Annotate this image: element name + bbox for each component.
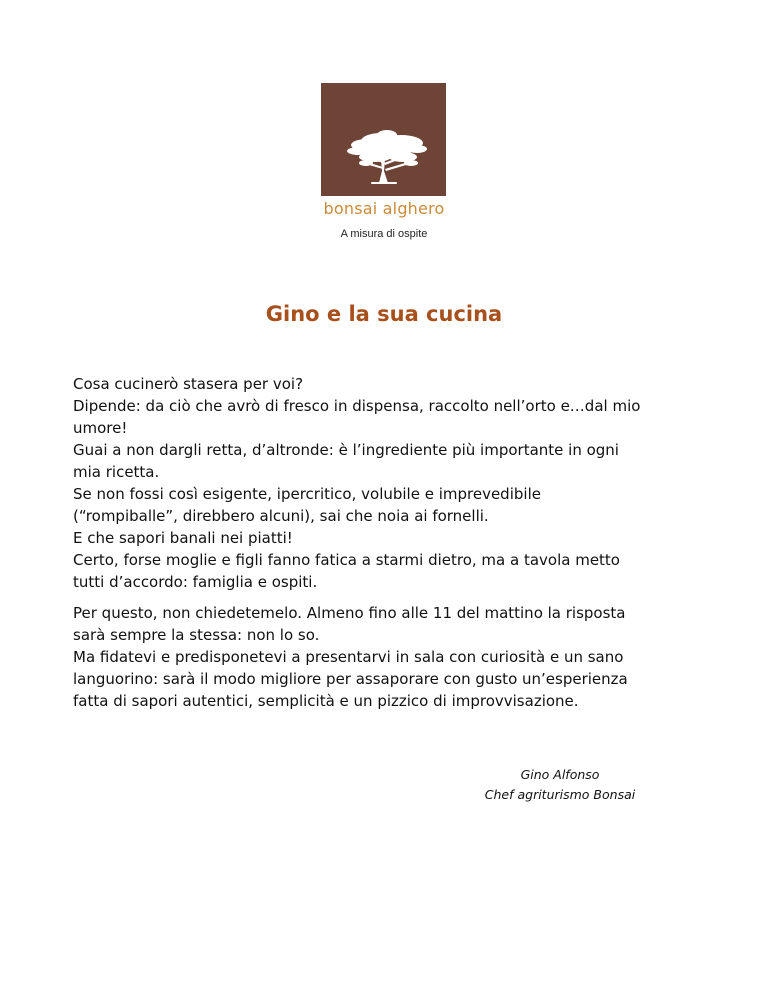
text-line: languorino: sarà il modo migliore per assaporare con gusto un’esperienza	[73, 670, 628, 688]
page-title: Gino e la sua cucina	[265, 302, 503, 326]
paragraph	[73, 373, 713, 593]
tree-icon	[321, 83, 446, 196]
brand-name: bonsai alghero	[323, 199, 445, 218]
text-line: Guai a non dargli retta, d’altronde: è l’ingrediente più importante in ogni	[73, 441, 619, 459]
logo	[321, 83, 446, 196]
text-line: Se non fossi così esigente, ipercritico, volubile e imprevedibile	[73, 485, 541, 503]
text-line: (“rompiballe”, direbbero alcuni), sai che noia ai fornelli.	[73, 507, 489, 525]
text-line: Certo, forse moglie e figli fanno fatica a starmi dietro, ma a tavola metto	[73, 551, 620, 569]
signature	[440, 765, 680, 805]
text-line: Cosa cucinerò stasera per voi?	[73, 375, 304, 393]
text-line: E che sapori banali nei piatti!	[73, 529, 293, 547]
text-line: Ma fidatevi e predisponetevi a presentarvi in sala con curiosità e un sano	[73, 648, 624, 666]
text-line: sarà sempre la stessa: non lo so.	[73, 626, 320, 644]
brand-tagline: A misura di ospite	[340, 228, 428, 240]
signature-role: Chef agriturismo Bonsai	[484, 787, 636, 802]
text-line: fatta di sapori autentici, semplicità e un pizzico di improvvisazione.	[73, 692, 579, 710]
text-line: mia ricetta.	[73, 463, 160, 481]
text-line: umore!	[73, 419, 128, 437]
paragraph	[73, 602, 713, 712]
signature-name: Gino Alfonso	[520, 767, 600, 782]
body-text	[73, 373, 713, 712]
text-line: tutti d’accordo: famiglia e ospiti.	[73, 573, 318, 591]
text-line: Per questo, non chiedetemelo. Almeno fino alle 11 del mattino la risposta	[73, 604, 626, 622]
text-line: Dipende: da ciò che avrò di fresco in dispensa, raccolto nell’orto e…dal mio	[73, 397, 641, 415]
